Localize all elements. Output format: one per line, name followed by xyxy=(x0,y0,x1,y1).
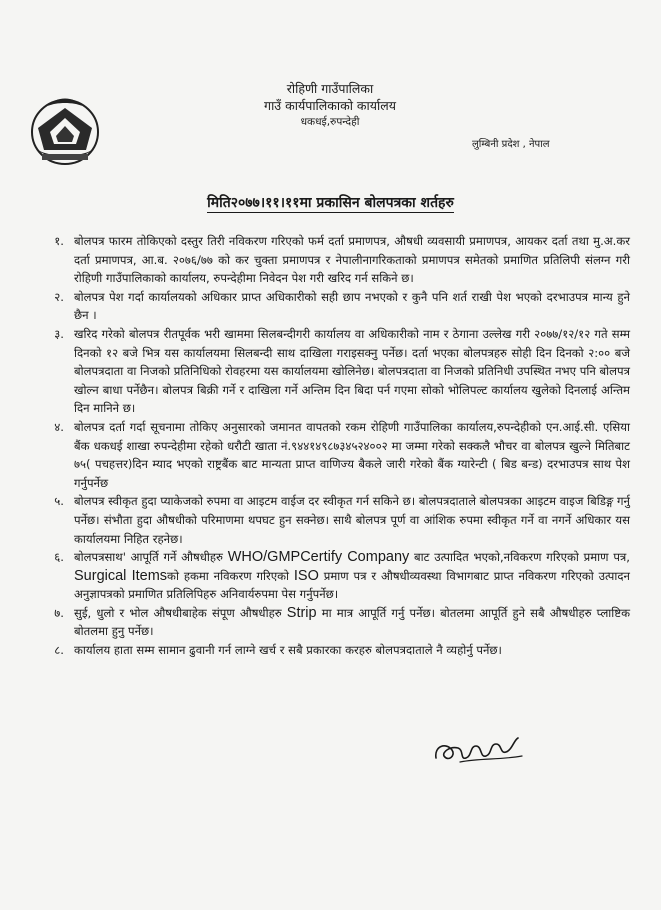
condition-text-part: बाट उत्पादित भएको,नविकरण गरिएको प्रमाण पत्र, xyxy=(409,550,630,565)
document-title-text: मिति२०७७।११।११मा प्रकासिन बोलपत्रका शर्तहरु xyxy=(207,195,454,211)
condition-highlight: WHO/GMPCertify Company xyxy=(227,549,410,566)
condition-text-part: सुई, धुलो र भोल औषधीबाहेक संपूण औषधीहरु xyxy=(74,605,287,620)
condition-item xyxy=(30,548,630,604)
condition-text-part: प्रमाण पत्र र औषधीव्यवस्था विभागबाट प्राप्त नविकरण गरिएको उत्पादन अनुज्ञापत्रको प्रमाणित प्रतिलिपिहरु अनिवार्यरुपमा पेस गर्नुपर्नेछ। xyxy=(74,568,630,602)
condition-item xyxy=(30,232,630,288)
condition-text-part: मा मात्र आपूर्ति गर्नु पर्नेछ। बोतलमा आपूर्ति हुने सबै औषधीहरु प्लाष्टिक बोतलमा हुनु पर्नेछ। xyxy=(74,605,630,639)
condition-text xyxy=(74,548,630,604)
condition-number: ७. xyxy=(54,605,64,620)
condition-number: १. xyxy=(54,234,64,248)
condition-highlight: Strip xyxy=(286,604,317,621)
condition-text: बोलपत्र दर्ता गर्दा सूचनामा तोकिए अनुसारको जमानत वापतको रकम रोहिणी गाउँपालिका कार्यालय,रुपन्देहीको एन.आई.सी. एसिया बैंक धकधई शाखा रुपन्देहीमा रहेको धरौटी खाता नं.९४४१४९८७३४५२४००२ मा जम्मा गरेको सक्कलै भौचर वा बोलपत्र खुल्ने मितिबाट ७५( पचहत्तर)दिन म्याद भएको राष्ट्रबैंक बाट मान्यता प्राप्त वाणिज्य बैकले जारी गरेको बैंक ग्यारेन्टी ( बिड बन्ड) दरभाउपत्र साथ पेश गर्नुपर्नेछ xyxy=(74,419,630,490)
condition-item xyxy=(30,418,630,492)
condition-text-part: बोलपत्रसाथ' आपूर्ति गर्ने औषधीहरु xyxy=(74,550,228,565)
province-label: लुम्बिनी प्रदेश , नेपाल xyxy=(472,139,550,150)
handwritten-signature-icon xyxy=(430,728,530,770)
condition-highlight: Surgical Items xyxy=(74,567,168,584)
condition-number: ८. xyxy=(54,643,64,658)
office-header xyxy=(240,80,420,131)
condition-text: बोलपत्र स्वीकृत हुदा प्याकेजको रुपमा वा आइटम वाईज दर स्वीकृत गर्न सकिने छ। बोलपत्रदाताले बोलपत्रका आइटम वाइज बिडिङ्ग गर्नु पर्नेछ। संभौता हुदा औषधीको परिमाणमा थपघट हुन सक्नेछ। साथै बोलपत्र पूर्ण वा आंशिक रुपमा स्वीकृत गर्ने वा नगर्ने अधिकार यस कार्यालयमा निहित रहनेछ। xyxy=(74,494,630,546)
condition-item xyxy=(30,604,630,641)
condition-number: ६. xyxy=(54,550,64,565)
condition-number: ४. xyxy=(54,419,64,434)
office-address: धकधई,रुपन्देही xyxy=(300,116,360,128)
document-title xyxy=(0,193,661,212)
condition-text: बोलपत्र पेश गर्दा कार्यालयको अधिकार प्राप्त अधिकारीको सही छाप नभएको र कुनै पनि शर्त राखी पेश भएको दरभाउपत्र मान्य हुने छैन । xyxy=(74,289,630,323)
condition-number: ३. xyxy=(54,326,64,341)
condition-item xyxy=(30,288,630,325)
condition-number: ५. xyxy=(54,494,64,509)
conditions-list xyxy=(30,232,630,660)
office-name: गाउँ कार्यपालिकाको कार्यालय xyxy=(264,98,396,113)
condition-text-part: को हकमा नविकरण गरिएको xyxy=(167,568,294,583)
condition-text xyxy=(74,604,630,641)
condition-item xyxy=(30,325,630,418)
condition-text: बोलपत्र फारम तोकिएको दस्तुर तिरी नविकरण गरिएको फर्म दर्ता प्रमाणपत्र, औषधी व्यवसायी प्रमाणपत्र, आयकर दर्ता तथा मु.अ.कर दर्ता प्रमाणपत्र, आ.ब. २०७६/७७ को कर चुक्ता प्रमाणपत्र र नेपालीनागरिकताको प्रमाणपत्र समेतको प्रमाणित प्रतिलिपी संलग्न गरी रोहिणी गाउँपालिकाको कार्यालय, रुपन्देहीमा निवेदन पेश गरी खरिद गर्न सकिने छ। xyxy=(74,234,630,286)
condition-item xyxy=(30,641,630,660)
condition-highlight: ISO xyxy=(293,567,319,584)
municipality-name: रोहिणी गाउँपालिका xyxy=(286,81,374,96)
nepal-emblem-icon xyxy=(28,88,102,168)
condition-text: कार्यालय हाता सम्म सामान ढुवानी गर्न लाग्ने खर्च र सबै प्रकारका करहरु बोलपत्रदाताले नै व्यहोर्नु पर्नेछ। xyxy=(74,643,502,658)
condition-item xyxy=(30,492,630,548)
condition-text: खरिद गरेको बोलपत्र रीतपूर्वक भरी खाममा सिलबन्दीगरी कार्यालय वा अधिकारीको नाम र ठेगाना उल्लेख गरी २०७७/१२/१२ गते सम्म दिनको १२ बजे भित्र यस कार्यालयमा सिलबन्दी साथ दाखिला गराइसक्नु पर्नेछ। दर्ता भएका बोलपत्रहरु सोही दिन दिनको २:०० बजे बोलपत्रदाता वा निजको प्रतिनिधिको रोवहरमा यस कार्यालयमा खोलिनेछ। बोलपत्रदाता वा निजको प्रतिनिधी उपस्थित नभए पनि बोलपत्र खोल्न बाधा पर्नेछैन। बोलपत्र बिक्री गर्ने र दाखिला गर्ने अन्तिम दिन बिदा पर्न गएमा सोको भोलिपल्ट कार्यालय खुलेको दिनलाई अन्तिम दिन मानिने छ। xyxy=(74,326,630,416)
condition-number: २. xyxy=(54,289,64,304)
